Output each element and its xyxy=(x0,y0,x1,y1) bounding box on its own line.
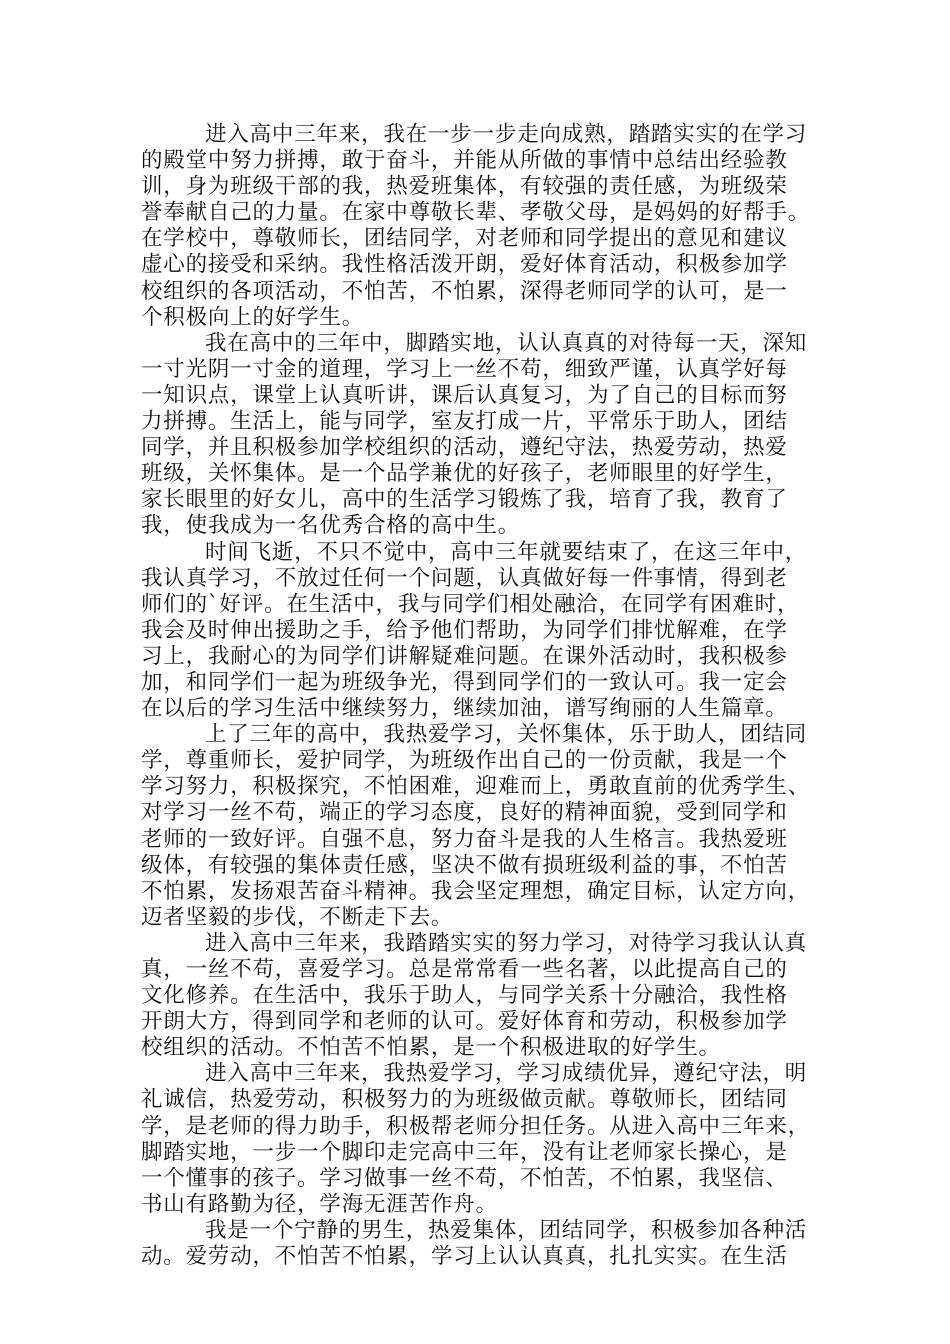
text-line: 不怕累，发扬艰苦奋斗精神。我会坚定理想，确定目标，认定方向， xyxy=(141,878,811,904)
text-line: 级体，有较强的集体责任感，坚决不做有损班级利益的事，不怕苦 xyxy=(141,852,788,878)
text-line: 真，一丝不苟，喜爱学习。总是常常看一些名著，以此提高自己的 xyxy=(141,957,788,982)
text-line: 的殿堂中努力拼搏，敢于奋斗，并能从所做的事情中总结出经验教 xyxy=(141,148,788,174)
paragraph-3 xyxy=(141,540,821,723)
text-line: 校组织的活动。不怕苦不怕累，是一个积极进取的好学生。 xyxy=(141,1035,721,1061)
text-line: 在以后的学习生活中继续努力，继续加油，谱写绚丽的人生篇章。 xyxy=(141,696,788,722)
text-line: 习上，我耐心的为同学们讲解疑难问题。在课外活动时，我积极参 xyxy=(141,643,788,669)
paragraph-2 xyxy=(141,331,821,540)
text-line: 家长眼里的好女儿，高中的生活学习锻炼了我，培育了我，教育了 xyxy=(141,487,788,513)
text-line: 一寸光阴一寸金的道理，学习上一丝不苟，细致严谨，认真学好每 xyxy=(141,356,788,382)
document-body xyxy=(141,122,821,1270)
text-line: 一知识点，课堂上认真听讲，课后认真复习，为了自己的目标而努 xyxy=(141,382,788,408)
text-line: 在学校中，尊敬师长，团结同学，对老师和同学提出的意见和建议 xyxy=(141,226,788,252)
text-line: 动。爱劳动，不怕苦不怕累，学习上认认真真，扎扎实实。在生活 xyxy=(141,1244,788,1270)
text-line: 脚踏实地，一步一个脚印走完高中三年，没有让老师家长操心，是 xyxy=(141,1139,788,1165)
paragraph-6 xyxy=(141,1061,821,1218)
text-line: 学，是老师的得力助手，积极帮老师分担任务。从进入高中三年来， xyxy=(141,1113,811,1139)
paragraph-4 xyxy=(141,722,821,931)
text-line: 加，和同学们一起为班级争光，得到同学们的一致认可。我一定会 xyxy=(141,669,788,695)
text-line: 班级，关怀集体。是一个品学兼优的好孩子，老师眼里的好学生， xyxy=(141,461,788,487)
text-line: 文化修养。在生活中，我乐于助人，与同学关系十分融洽，我性格 xyxy=(141,983,788,1009)
text-line: 誉奉献自己的力量。在家中尊敬长辈、孝敬父母，是妈妈的好帮手。 xyxy=(141,200,811,226)
text-line: 迈者坚毅的步伐，不断走下去。 xyxy=(141,904,454,930)
text-line: 学习努力，积极探究，不怕困难，迎难而上，勇敢直前的优秀学生、 xyxy=(141,774,811,800)
paragraph-7 xyxy=(141,1218,821,1270)
text-line: 我会及时伸出援助之手，给予他们帮助，为同学们排忧解难，在学 xyxy=(141,617,788,643)
text-line: 进入高中三年来，我在一步一步走向成熟，踏踏实实的在学习 xyxy=(205,122,808,147)
text-line: 学，尊重师长，爱护同学，为班级作出自己的一份贡献，我是一个 xyxy=(141,748,788,774)
text-line: 礼诚信，热爱劳动，积极努力的为班级做贡献。尊敬师长，团结同 xyxy=(141,1087,788,1113)
text-line: 训，身为班级干部的我，热爱班集体，有较强的责任感，为班级荣 xyxy=(141,174,788,200)
text-line: 虚心的接受和采纳。我性格活泼开朗，爱好体育活动，积极参加学 xyxy=(141,252,788,278)
text-line: 老师的一致好评。自强不息，努力奋斗是我的人生格言。我热爱班 xyxy=(141,826,788,852)
text-line: 开朗大方，得到同学和老师的认可。爱好体育和劳动，积极参加学 xyxy=(141,1009,788,1035)
text-line: 我在高中的三年中，脚踏实地，认认真真的对待每一天，深知 xyxy=(205,330,808,356)
text-line: 个积极向上的好学生。 xyxy=(141,304,365,330)
text-line: 对学习一丝不苟，端正的学习态度，良好的精神面貌，受到同学和 xyxy=(141,800,788,826)
text-line: 一个懂事的孩子。学习做事一丝不苟，不怕苦，不怕累，我坚信、 xyxy=(141,1165,788,1191)
text-line: 进入高中三年来，我热爱学习，学习成绩优异，遵纪守法，明 xyxy=(205,1061,808,1087)
paragraph-1 xyxy=(141,122,821,331)
text-line: 同学，并且积极参加学校组织的活动，遵纪守法，热爱劳动，热爱 xyxy=(141,435,788,461)
text-line: 力拼搏。生活上，能与同学，室友打成一片，平常乐于助人，团结 xyxy=(141,409,788,435)
paragraph-5 xyxy=(141,931,821,1061)
text-line: 我认真学习，不放过任何一个问题，认真做好每一件事情，得到老 xyxy=(141,565,788,591)
text-line: 我是一个宁静的男生，热爱集体，团结同学，积极参加各种活 xyxy=(205,1217,808,1243)
text-line: 师们的`好评。在生活中，我与同学们相处融洽，在同学有困难时， xyxy=(141,591,800,617)
text-line: 书山有路勤为径，学海无涯苦作舟。 xyxy=(141,1191,498,1217)
text-line: 校组织的各项活动，不怕苦，不怕累，深得老师同学的认可，是一 xyxy=(141,278,788,304)
text-line: 我，使我成为一名优秀合格的高中生。 xyxy=(141,513,521,539)
text-line: 上了三年的高中，我热爱学习，关怀集体，乐于助人，团结同 xyxy=(205,722,808,748)
text-line: 时间飞逝，不只不觉中，高中三年就要结束了，在这三年中， xyxy=(205,539,808,565)
text-line: 进入高中三年来，我踏踏实实的努力学习，对待学习我认认真 xyxy=(205,930,808,956)
